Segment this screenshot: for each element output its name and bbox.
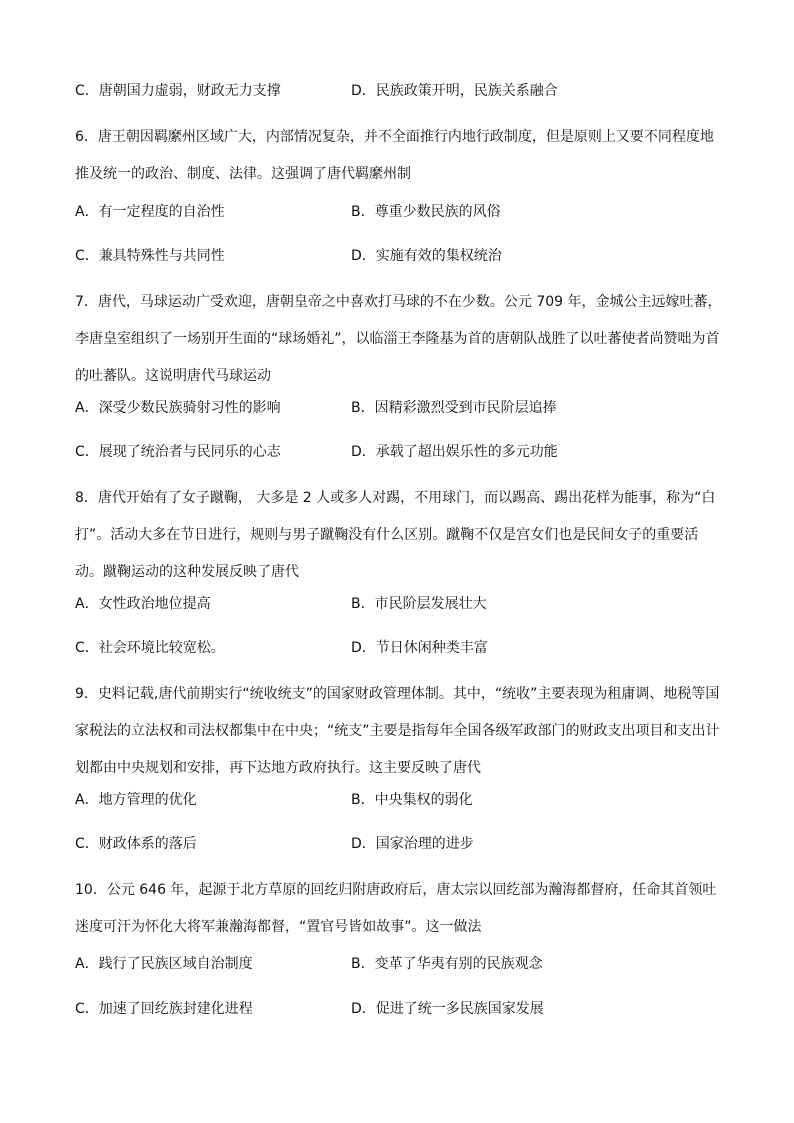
stem-line: 8．唐代开始有了女子蹴鞠， 大多是 2 人或多人对踢，不用球门，而以踢高、踢出花样为能事，称为“白 [75, 490, 716, 506]
stem-line: 打”。活动大多在节日进行，规则与男子蹴鞠没有什么区别。蹴鞠不仅是宫女们也是民间女子的重要活 [75, 527, 699, 543]
question-10-stem [75, 880, 725, 937]
option-b: B．中央集权的弱化 [351, 792, 473, 808]
option-c: C．财政体系的落后 [75, 836, 197, 852]
stem-line: 推及统一的政治、制度、法律。这强调了唐代羁縻州制 [75, 166, 411, 182]
stem-line: 家税法的立法权和司法权都集中在中央；“统支”主要是指每年全国各级军政部门的财政支出项目和支出计 [75, 723, 720, 739]
question-8-stem [75, 488, 725, 582]
option-d: D．促进了统一多民族国家发展 [351, 1001, 544, 1017]
option-c: C．社会环境比较宽松。 [75, 640, 225, 656]
option-b: B．因精彩激烈受到市民阶层追捧 [351, 400, 557, 416]
option-a: A．女性政治地位提高 [75, 596, 211, 612]
question-5-options [75, 81, 725, 101]
question-10-options-ab [75, 954, 725, 974]
stem-line: 9．史料记载,唐代前期实行“统收统支”的国家财政管理体制。其中，“统收”主要表现为租庸调、地税等国 [75, 686, 720, 702]
question-7-stem [75, 292, 725, 386]
stem-line: 的吐蕃队。这说明唐代马球运动 [75, 368, 271, 384]
option-d: D．国家治理的进步 [351, 836, 474, 852]
stem-line: 7．唐代，马球运动广受欢迎，唐朝皇帝之中喜欢打马球的不在少数。公元 709 年，金城公主远嫁吐蕃， [75, 294, 722, 310]
option-c: C．唐朝国力虚弱，财政无力支撑 [75, 83, 281, 99]
stem-line: 划都由中央规划和安排，再下达地方政府执行。这主要反映了唐代 [75, 760, 481, 776]
question-7-options-cd [75, 442, 725, 462]
option-c: C．展现了统治者与民同乐的心志 [75, 444, 281, 460]
option-b: B．市民阶层发展壮大 [351, 596, 487, 612]
option-a: A．有一定程度的自治性 [75, 204, 225, 220]
question-8-options-cd [75, 638, 725, 658]
option-c: C．加速了回纥族封建化进程 [75, 1001, 253, 1017]
question-8-options-ab [75, 594, 725, 614]
option-d: D．节日休闲种类丰富 [351, 640, 488, 656]
option-a: A．践行了民族区域自治制度 [75, 956, 253, 972]
stem-line: 10．公元 646 年，起源于北方草原的回纥归附唐政府后，唐太宗以回纥部为瀚海都督府，任命其首领吐 [75, 882, 717, 898]
question-6-options-cd [75, 246, 725, 266]
question-6-options-ab [75, 202, 725, 222]
option-c: C．兼具特殊性与共同性 [75, 248, 225, 264]
question-7-options-ab [75, 398, 725, 418]
option-d: D．实施有效的集权统治 [351, 248, 502, 264]
stem-line: 迷度可汗为怀化大将军兼瀚海都督，“置官号皆如故事”。这一做法 [75, 919, 482, 935]
question-6-stem [75, 127, 725, 184]
option-d: D．承载了超出娱乐性的多元功能 [351, 444, 558, 460]
stem-line: 6．唐王朝因羁縻州区域广大，内部情况复杂，并不全面推行内地行政制度，但是原则上又要不同程度地 [75, 129, 714, 145]
question-9-options-ab [75, 790, 725, 810]
option-a: A．深受少数民族骑射习性的影响 [75, 400, 281, 416]
question-10-options-cd [75, 999, 725, 1019]
option-d: D．民族政策开明，民族关系融合 [351, 83, 558, 99]
stem-line: 李唐皇室组织了一场别开生面的“球场婚礼”，以临淄王李隆基为首的唐朝队战胜了以吐蕃使者尚赞咄为首 [75, 331, 720, 347]
option-b: B．尊重少数民族的风俗 [351, 204, 501, 220]
option-b: B．变革了华夷有别的民族观念 [351, 956, 543, 972]
option-a: A．地方管理的优化 [75, 792, 197, 808]
stem-line: 动。蹴鞠运动的这种发展反映了唐代 [75, 564, 299, 580]
question-9-options-cd [75, 834, 725, 854]
question-9-stem [75, 684, 725, 778]
